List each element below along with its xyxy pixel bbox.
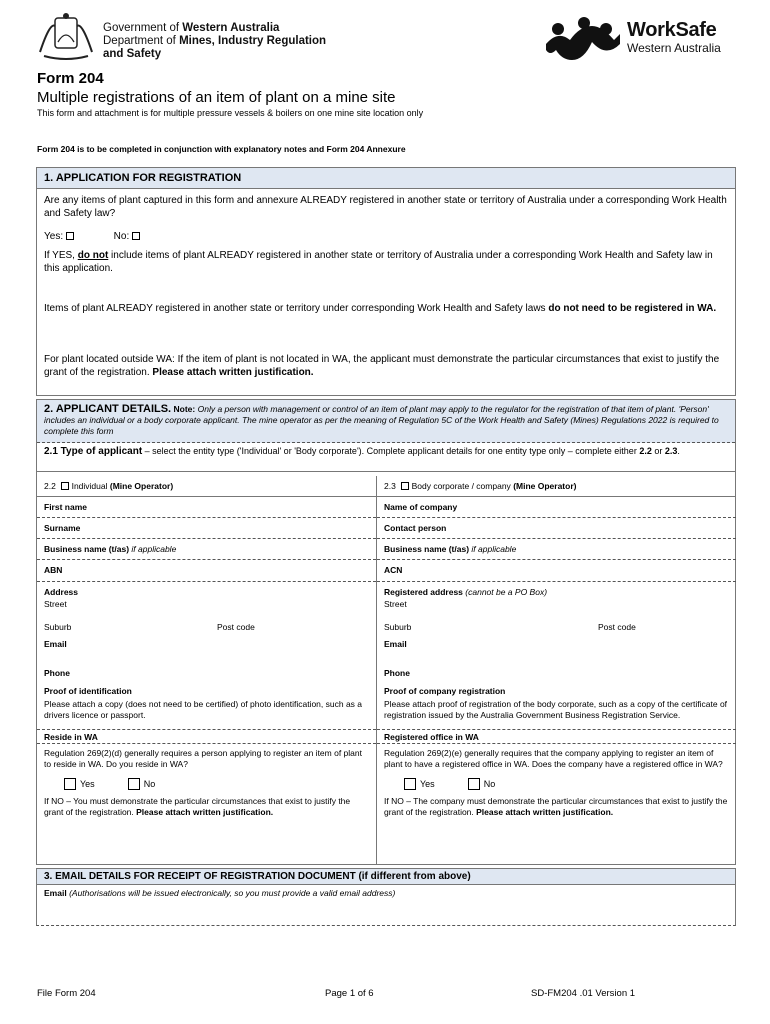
surname-field[interactable]: Surname <box>37 518 376 539</box>
worksafe-name: WorkSafe <box>627 19 717 41</box>
registration-question: Are any items of plant captured in this form and annexure ALREADY registered in another state or territory of Australia under a corresponding Work Health and Safety law? <box>44 195 727 219</box>
acn-field[interactable]: ACN <box>377 560 736 582</box>
address-field[interactable]: Address Street Suburb Post code <box>44 587 255 632</box>
business-name-field[interactable]: Business name (t/as) if applicable <box>37 539 376 560</box>
form-note: This form and attachment is for multiple pressure vessels & boilers on one mine site location only <box>37 108 424 118</box>
phone-field[interactable]: Phone <box>384 668 410 678</box>
individual-checkbox[interactable] <box>61 482 69 490</box>
no-checkbox[interactable] <box>132 232 140 240</box>
section-title: 1. APPLICATION FOR REGISTRATION <box>37 168 735 189</box>
reside-no-checkbox[interactable] <box>128 778 140 790</box>
outside-wa-note: For plant located outside WA: If the item of plant is not located in WA, the applicant must demonstrate the particular circumstances that exist to justify the grant of the registration. Please attach written justification. <box>44 354 720 378</box>
already-registered-note: Items of plant ALREADY registered in another state or territory under corresponding Work Health and Safety laws do not need to be registered in WA. <box>44 303 717 314</box>
company-name-field[interactable]: Name of company <box>377 497 736 518</box>
applicant-type-instruction: 2.1 Type of applicant – select the entity type ('Individual' or 'Body corporate'). Complete applicant details for one entity type only – complete either 2.2 or 2.3. <box>37 443 735 472</box>
corporate-checkbox[interactable] <box>401 482 409 490</box>
individual-column <box>37 476 377 865</box>
reside-in-wa: Reside in WA Regulation 269(2)(d) generally requires a person applying to register an item of plant to reside in WA. Do you reside in WA? Yes No If NO – You must demonstrate the particular circumstances that exist to justify the grant of the registration. Please attach written justification. <box>37 730 376 855</box>
page-number: Page 1 of 6 <box>325 988 374 999</box>
yes-checkbox[interactable] <box>66 232 74 240</box>
registered-office-in-wa: Registered office in WA Regulation 269(2)(e) generally requires that the company applying to register an item of plant to have a registered office in WA. Does the company have a registered office in WA? Yes No If NO – The company must demonstrate the particular circumstances that exist to justify the grant of the registration. Please attach written justification. <box>377 730 736 855</box>
individual-header: 2.2 Individual (Mine Operator) <box>37 476 376 497</box>
if-yes-instruction: If YES, do not include items of plant ALREADY registered in another state or territory of Australia under a corresponding Work Health and Safety law in this application. <box>44 250 713 274</box>
yes-no-row: Yes: No: <box>44 230 729 243</box>
government-text: Government of Western Australia Department of Mines, Industry Regulation and Safety <box>103 22 327 60</box>
proof-of-identification: Proof of identification Please attach a copy (does not need to be certified) of photo identification, such as a drivers licence or passport. <box>37 681 376 730</box>
footer-left: File Form 204 <box>37 988 96 999</box>
section-email-details <box>36 868 736 926</box>
section-title: 3. EMAIL DETAILS FOR RECEIPT OF REGISTRATION DOCUMENT (if different from above) <box>37 869 735 885</box>
form-conjunction-note: Form 204 is to be completed in conjunction with explanatory notes and Form 204 Annexure <box>37 144 406 154</box>
section-title: 2. APPLICANT DETAILS. Note: Only a person with management or control of an item of plant may apply to the regulator for the registration of that item of plant. 'Person' includes an individual or a body corporate applicant. The mine operator as per the meaning of Regulation 5C of the Work Health and Safety (Mines) Regulations 2022 is required to complete this form <box>37 400 735 443</box>
section-application <box>36 167 736 396</box>
email-field[interactable]: Email (Authorisations will be issued electronically, so you must provide a valid email address) <box>44 888 396 898</box>
form-title: Form 204 <box>37 70 104 87</box>
page-header <box>0 0 770 70</box>
wa-crest-icon <box>36 12 96 64</box>
business-name-field[interactable]: Business name (t/as) if applicable <box>377 539 736 560</box>
contact-person-field[interactable]: Contact person <box>377 518 736 539</box>
corporate-header: 2.3 Body corporate / company (Mine Operator) <box>377 476 736 497</box>
office-no-checkbox[interactable] <box>468 778 480 790</box>
worksafe-subtitle: Western Australia <box>627 41 721 55</box>
footer-right: SD-FM204 .01 Version 1 <box>531 988 636 999</box>
corporate-column <box>377 476 736 855</box>
registered-address-field[interactable]: Registered address (cannot be a PO Box) Street Suburb Post code <box>384 587 636 632</box>
section-applicant-details <box>36 399 736 865</box>
first-name-field[interactable]: First name <box>37 497 376 518</box>
proof-of-company-registration: Proof of company registration Please attach proof of registration of the body corporate, such as a copy of the certificate of registration issued by the Australia Government Business Registration Service. <box>377 681 736 730</box>
phone-field[interactable]: Phone <box>44 668 70 678</box>
reside-yes-checkbox[interactable] <box>64 778 76 790</box>
email-field[interactable]: Email <box>384 639 407 649</box>
abn-field[interactable]: ABN <box>37 560 376 582</box>
email-field[interactable]: Email <box>44 639 67 649</box>
office-yes-checkbox[interactable] <box>404 778 416 790</box>
form-subtitle: Multiple registrations of an item of plant on a mine site <box>37 89 396 106</box>
